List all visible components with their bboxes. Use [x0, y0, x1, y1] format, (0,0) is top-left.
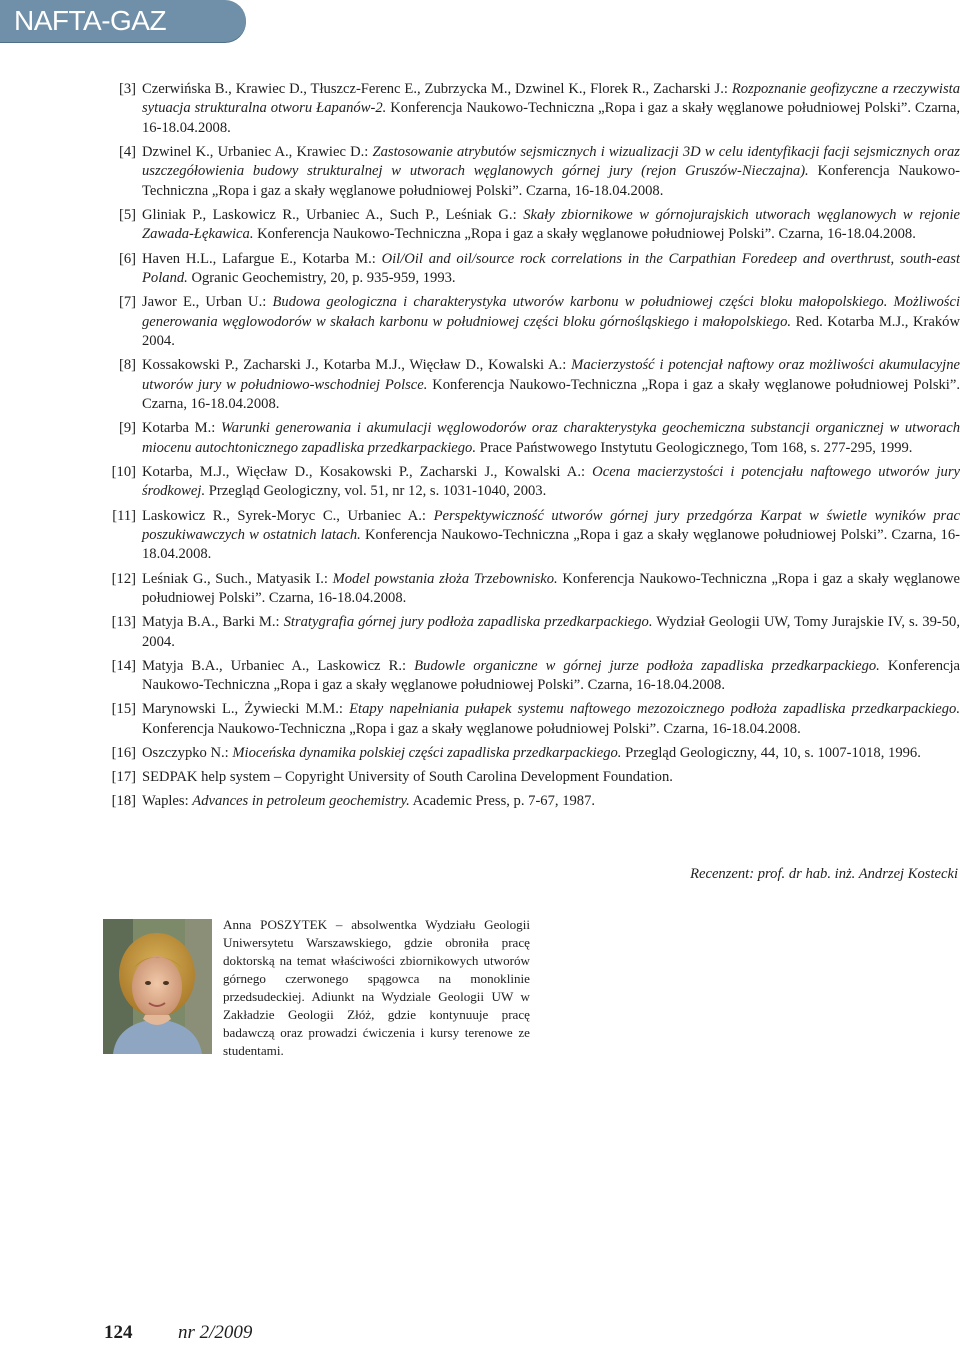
reference-title: Advances in petroleum geochemistry.: [192, 793, 410, 810]
reference-text: [142, 293, 960, 351]
reference-title: Macierzystość i potencjał naftowy oraz możliwości akumulacyjne utworów jury w południowo-wschodniej Polsce.: [142, 357, 960, 393]
reference-item: [100, 80, 960, 138]
reference-text: [142, 570, 960, 609]
reference-number: [13]: [111, 614, 136, 631]
reference-number: [4]: [118, 144, 136, 161]
reference-source: Red. Kotarba M.J., Kraków 2004.: [142, 313, 960, 350]
reference-text: [142, 463, 960, 502]
reference-number: [14]: [111, 657, 136, 674]
reference-title: Stratygrafia górnej jury podłoża zapadliska przedkarpackiego.: [283, 614, 653, 631]
reference-text: [142, 356, 960, 414]
issue-number: nr 2/2009: [178, 1322, 253, 1343]
reference-number: [10]: [111, 463, 136, 480]
reference-source: Przegląd Geologiczny, vol. 51, nr 12, s. 1031-1040, 2003.: [205, 483, 547, 500]
reference-authors: Matyja B.A., Urbaniec A., Laskowicz R.:: [142, 657, 415, 674]
reference-authors: Kotarba M.:: [142, 420, 221, 437]
reference-source: Konferencja Naukowo-Techniczna „Ropa i gaz a skały węglanowe południowej Polski”. Czarna, 16-18.04.2008.: [142, 526, 960, 563]
reference-number: [6]: [118, 250, 136, 267]
page-number: 124: [104, 1322, 133, 1343]
author-photo: [103, 919, 212, 1054]
reference-source: Konferencja Naukowo-Techniczna „Ropa i gaz a skały węglanowe południowej Polski”. Czarna, 16-18.04.2008.: [142, 376, 960, 413]
reference-item: [100, 419, 960, 458]
reference-authors: Haven H.L., Lafargue E., Kotarba M.:: [142, 250, 382, 267]
reference-number: [17]: [111, 769, 136, 786]
reference-text: [142, 768, 960, 787]
reference-title: Zastosowanie atrybutów sejsmicznych i wizualizacji 3D w celu identyfikacji facji sejsmicznych oraz uszczegółowienia budowy strukturalnej w utworach węglanowych górnej jury (rejon Gruszów-Nieczajna).: [142, 144, 960, 180]
reference-authors: Kossakowski P., Zacharski J., Kotarba M.J., Więcław D., Kowalski A.:: [142, 357, 572, 374]
reference-source: Prace Państwowego Instytutu Geologicznego, Tom 168, s. 277-295, 1999.: [475, 439, 913, 456]
reference-text: [142, 657, 960, 696]
reference-authors: Dzwinel K., Urbaniec A., Krawiec D.:: [142, 144, 373, 161]
reference-item: [100, 570, 960, 609]
reference-item: [100, 507, 960, 565]
reference-text: [142, 80, 960, 138]
reference-source: Konferencja Naukowo-Techniczna „Ropa i gaz a skały węglanowe południowej Polski”. Czarna, 16-18.04.2008.: [142, 100, 960, 136]
reference-number: [15]: [111, 701, 136, 718]
reference-authors: Leśniak G., Such., Matyasik I.:: [142, 570, 333, 587]
reference-source: Konferencja Naukowo-Techniczna „Ropa i gaz a skały węglanowe południowej Polski”. Czarna, 16-18.04.2008.: [142, 657, 960, 694]
reference-source: Konferencja Naukowo-Techniczna „Ropa i gaz a skały węglanowe południowej Polski”. Czarna, 16-18.04.2008.: [142, 570, 960, 606]
reference-title: Ocena macierzystości i potencjału naftowego utworów jury środkowej.: [142, 463, 960, 500]
reviewer-note: Recenzent: prof. dr hab. inż. Andrzej Kostecki: [690, 866, 958, 882]
reference-title: Perspektywiczność utworów górnej jury przedgórza Karpat w świetle wyników prac poszukiwawczych w ostatnich latach.: [142, 507, 960, 543]
reference-item: [100, 143, 960, 201]
reference-source: Konferencja Naukowo-Techniczna „Ropa i gaz a skały węglanowe południowej Polski”. Czarna, 16-18.04.2008.: [253, 226, 916, 243]
header-tab: [0, 0, 246, 42]
reference-authors: Gliniak P., Laskowicz R., Urbaniec A., Such P., Leśniak G.:: [142, 207, 524, 224]
reference-title: Budowle organiczne w górnej jurze podłoża zapadliska przedkarpackiego.: [414, 657, 880, 674]
reference-title: Model powstania złoża Trzebownisko.: [332, 570, 558, 587]
reference-title: Skały zbiornikowe w górnojurajskich utworach węglanowych w rejonie Zawada-Łękawica.: [142, 207, 960, 243]
reference-title: Oil/Oil and oil/source rock correlations in the Carpathian Foredeep and overthrust, south-east Poland.: [142, 250, 960, 287]
reference-authors: Marynowski L., Żywiecki M.M.:: [142, 701, 350, 718]
reference-number: [8]: [118, 357, 136, 374]
reference-number: [3]: [118, 81, 136, 97]
reference-text: [142, 613, 960, 652]
reference-number: [9]: [118, 420, 136, 437]
reference-authors: Waples:: [142, 793, 193, 810]
reference-number: [18]: [111, 793, 136, 810]
reference-text: [142, 507, 960, 565]
reference-source: Ogranic Geochemistry, 20, p. 935-959, 1993.: [187, 270, 456, 287]
reference-number: [11]: [112, 507, 136, 524]
reference-item: [100, 463, 960, 502]
author-bio: Anna POSZYTEK – absolwentka Wydziału Geologii Uniwersytetu Warszawskiego, gdzie obroniła pracę doktorską na temat właściwości zbiornikowych utworów górnego czerwonego spągowca na monoklinie przedsudeckiej. Adiunkt na Wydziale Geologii UW w Zakładzie Geologii Złóż, gdzie kontynuuje pracę badawczą oraz prowadzi ćwiczenia i kursy terenowe ze studentami.: [223, 917, 530, 1058]
reference-item: [100, 206, 960, 245]
reference-source: Wydział Geologii UW, Tomy Jurajskie IV, s. 39-50, 2004.: [142, 614, 960, 650]
reference-item: [100, 293, 960, 351]
reference-authors: Kotarba, M.J., Więcław D., Kosakowski P., Zacharski J., Kowalski A.:: [142, 463, 593, 480]
journal-title: NAFTA-GAZ: [14, 5, 167, 36]
reference-text: [142, 700, 960, 739]
reference-authors: Oszczypko N.:: [142, 744, 233, 761]
reference-authors: SEDPAK help system – Copyright University of South Carolina Development Foundation.: [142, 769, 673, 786]
reference-source: Przegląd Geologiczny, 44, 10, s. 1007-1018, 1996.: [621, 744, 921, 761]
reference-number: [5]: [118, 207, 136, 224]
reference-item: [100, 768, 960, 787]
reference-item: [100, 356, 960, 414]
reference-number: [16]: [111, 744, 136, 761]
reference-item: [100, 792, 960, 811]
reference-item: [100, 744, 960, 763]
reference-text: [142, 744, 960, 763]
references-list: [100, 80, 960, 817]
reference-source: Konferencja Naukowo-Techniczna „Ropa i gaz a skały węglanowe południowej Polski”. Czarna, 16-18.04.2008.: [142, 720, 801, 737]
reference-source: Academic Press, p. 7-67, 1987.: [409, 793, 596, 810]
reference-text: [142, 206, 960, 245]
reference-authors: Czerwińska B., Krawiec D., Tłuszcz-Ferenc E., Zubrzycka M., Dzwinel K., Florek R., Zacharski J.:: [142, 81, 732, 97]
reference-authors: Matyja B.A., Barki M.:: [142, 614, 284, 631]
reference-text: [142, 792, 960, 811]
reference-item: [100, 700, 960, 739]
reference-title: Rozpoznanie geofizyczne a rzeczywista sytuacja strukturalna otworu Łapanów-2.: [142, 81, 960, 117]
reference-source: Konferencja Naukowo-Techniczna „Ropa i gaz a skały węglanowe południowej Polski”. Czarna, 16-18.04.2008.: [142, 163, 960, 199]
reference-title: Warunki generowania i akumulacji węglowodorów oraz charakterystyka geochemiczna substancji organicznej w utworach miocenu autochtonicznego zapadliska przedkarpackiego.: [142, 420, 960, 456]
reference-item: [100, 250, 960, 289]
reference-authors: Jawor E., Urban U.:: [142, 294, 273, 311]
reference-title: Budowa geologiczna i charakterystyka utworów karbonu w południowej części bloku małopolskiego. Możliwości generowania węglowodorów w skałach karbonu w południowej części bloku górnośląskiego i małopolskiego.: [142, 294, 960, 330]
reference-item: [100, 657, 960, 696]
reference-text: [142, 143, 960, 201]
reference-title: Etapy napełniania pułapek systemu naftowego mezozoicznego podłoża zapadliska przedkarpackiego.: [349, 701, 960, 718]
reference-item: [100, 613, 960, 652]
reference-number: [7]: [118, 294, 136, 311]
reference-number: [12]: [111, 570, 136, 587]
reference-title: Mioceńska dynamika polskiej części zapadliska przedkarpackiego.: [232, 744, 622, 761]
reference-authors: Laskowicz R., Syrek-Moryc C., Urbaniec A.:: [142, 507, 434, 524]
reference-text: [142, 419, 960, 458]
reference-text: [142, 250, 960, 289]
